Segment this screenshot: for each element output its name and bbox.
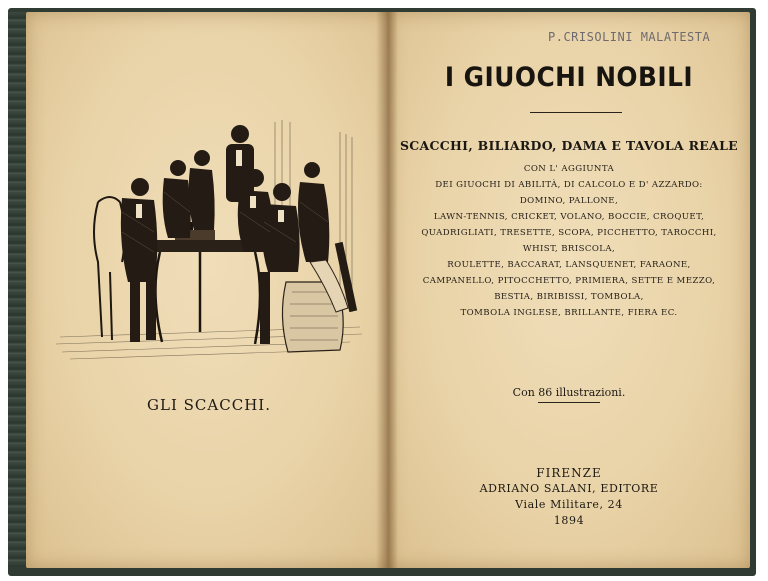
plate-caption: GLI SCACCHI. (147, 396, 271, 414)
publisher-name: ADRIANO SALANI, EDITORE (479, 482, 659, 495)
open-book (8, 8, 756, 576)
publication-year: 1894 (553, 514, 585, 527)
owner-stamp: P.CRISOLINI MALATESTA (548, 30, 711, 44)
contents-line: BESTIA, BIRIBISSI, TOMBOLA, (494, 292, 644, 302)
contents-line: DEI GIUOCHI DI ABILITÀ, DI CALCOLO E D' AZZARDO: (435, 180, 703, 190)
right-page-title (388, 12, 750, 568)
contents-line: DOMINO, PALLONE, (519, 196, 619, 206)
contents-line: QUADRIGLIATI, TRESETTE, SCOPA, PICCHETTO, TAROCCHI, (421, 228, 717, 238)
publication-city: FIRENZE (536, 466, 602, 480)
contents-line: CON L' AGGIUNTA (523, 164, 615, 174)
contents-line: TOMBOLA INGLESE, BRILLANTE, FIERA EC. (460, 308, 678, 318)
illustrations-rule (538, 402, 600, 403)
contents-line: ROULETTE, BACCARAT, LANSQUENET, FARAONE, (447, 260, 691, 270)
contents-line: CAMPANELLO, PITOCCHETTO, PRIMIERA, SETTE E MEZZO, (422, 276, 716, 286)
book-title: I GIUOCHI NOBILI (444, 62, 694, 93)
contents-line: LAWN-TENNIS, CRICKET, VOLANO, BOCCIE, CROQUET, (433, 212, 705, 222)
chess-players-engraving (50, 112, 370, 372)
marbled-cover-edge (8, 12, 26, 568)
contents-line: WHIST, BRISCOLA, (522, 244, 616, 254)
publisher-address: Viale Militare, 24 (515, 498, 623, 511)
illustrations-note: Con 86 illustrazioni. (512, 386, 626, 399)
title-rule (530, 112, 622, 113)
left-page-frontispiece (26, 12, 392, 568)
book-subtitle: SCACCHI, BILIARDO, DAMA E TAVOLA REALE (399, 138, 739, 153)
